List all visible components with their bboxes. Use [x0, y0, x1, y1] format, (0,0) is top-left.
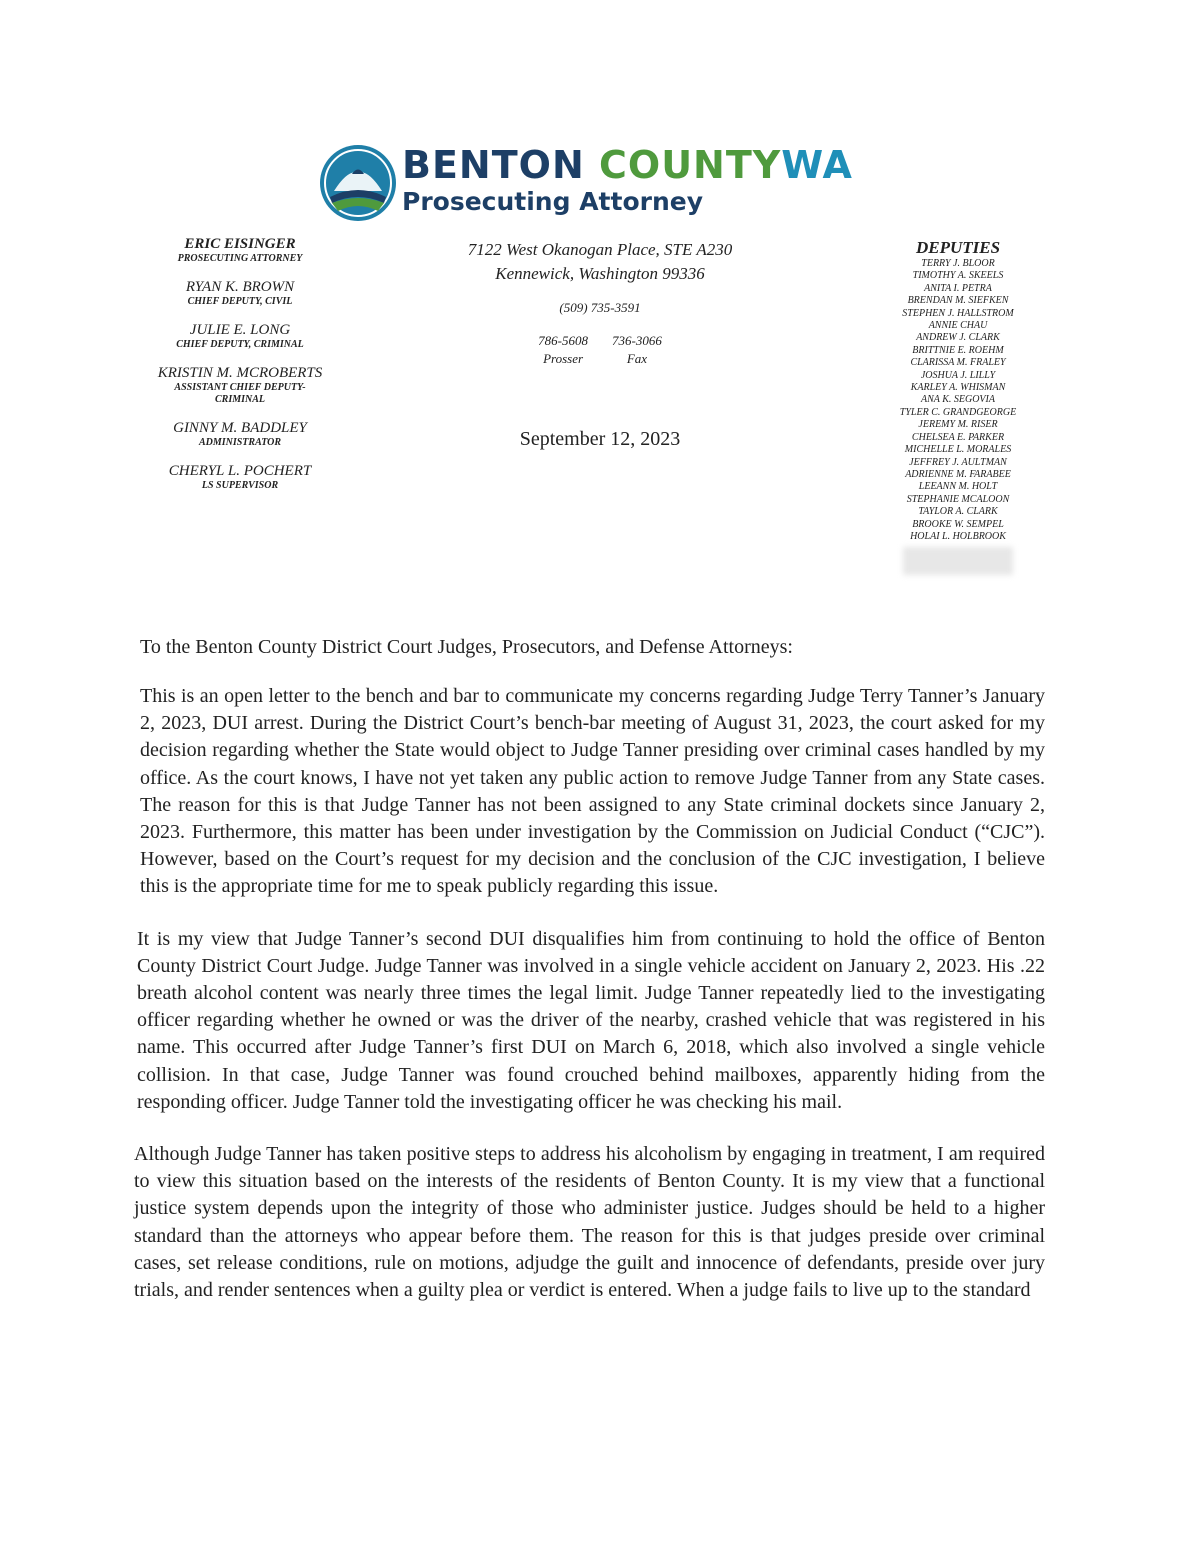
- staff-entry: [140, 420, 340, 449]
- staff-entry: [140, 463, 340, 492]
- deputy-name: TYLER C. GRANDGEORGE: [899, 406, 1017, 418]
- letter-date: September 12, 2023: [519, 428, 681, 450]
- deputy-name: KARLEY A. WHISMAN: [910, 382, 1006, 394]
- county-emblem-icon: [318, 143, 398, 223]
- deputy-name: ANNIE CHAU: [928, 320, 988, 332]
- deputy-name: CHELSEA E. PARKER: [911, 431, 1005, 443]
- staff-list: [140, 236, 340, 506]
- body-paragraph: It is my view that Judge Tanner’s second DUI disqualifies him from continuing to hold the office of Benton County District Court Judge. Judge Tanner was involved in a single vehicle accident on January 2, 2023. His .22 breath alcohol content was nearly three times the legal limit. Judge Tanner repeatedly lied to the investigating officer regarding whether he owned or was the driver of the nearby, crashed vehicle that was registered in his name. This occurred after Judge Tanner’s first DUI on March 6, 2018, which also involved a single vehicle collision. In that case, Judge Tanner was found crouched behind mailboxes, apparently hiding from the responding officer. Judge Tanner told the investigating officer he was checking his mail.: [137, 927, 1045, 1113]
- deputy-name: STEPHANIE MCALOON: [906, 493, 1010, 505]
- deputy-name: ANA K. SEGOVIA: [921, 394, 995, 406]
- body-paragraph: This is an open letter to the bench and bar to communicate my concerns regarding Judge Terry Tanner’s January 2, 2023, DUI arrest. During the District Court’s bench-bar meeting of August 31, 2023, the court asked for my decision regarding whether the State would object to Judge Tanner presiding over criminal cases handled by my office. As the court knows, I have not yet taken any public action to remove Judge Tanner from any State cases. The reason for this is that Judge Tanner has not been assigned to any State criminal dockets since January 2, 2023. Furthermore, this matter has been under investigation by the Commission on Judicial Conduct (“CJC”). However, based on the Court’s request for my decision and the conclusion of the CJC investigation, I believe this is the appropriate time for me to speak publicly regarding this issue.: [140, 685, 1045, 898]
- staff-name: GINNY M. BADDLEY: [173, 420, 307, 436]
- fax-phone: [612, 332, 662, 368]
- brand-county: COUNTY: [599, 143, 782, 187]
- staff-title: PROSECUTING ATTORNEY: [177, 253, 303, 264]
- staff-name: CHERYL L. POCHERT: [168, 463, 312, 479]
- address-line-2: Kennewick, Washington 99336: [495, 264, 705, 283]
- deputy-name: TIMOTHY A. SKEELS: [912, 270, 1004, 282]
- deputy-name: CLARISSA M. FRALEY: [910, 357, 1006, 369]
- phone-number: 786-5608: [538, 333, 588, 348]
- staff-entry: [140, 365, 340, 406]
- deputy-name: JEREMY M. RISER: [918, 419, 998, 431]
- letter-body: [134, 636, 1045, 1329]
- deputy-name: BRENDAN M. SIEFKEN: [907, 295, 1009, 307]
- address-line-1: 7122 West Okanogan Place, STE A230: [467, 240, 733, 259]
- staff-title: LS SUPERVISOR: [201, 480, 279, 491]
- staff-title: CHIEF DEPUTY, CRIMINAL: [176, 339, 304, 350]
- deputy-names: [858, 258, 1058, 543]
- deputy-name: MICHELLE L. MORALES: [904, 444, 1012, 456]
- brand-title: [402, 143, 853, 187]
- staff-title: CRIMINAL: [214, 394, 265, 405]
- deputy-name: ANITA I. PETRA: [924, 282, 992, 294]
- deputy-name: ANDREW J. CLARK: [916, 332, 1000, 344]
- staff-entry: [140, 236, 340, 265]
- prosser-phone: [538, 332, 588, 368]
- deputy-name: TAYLOR A. CLARK: [918, 506, 998, 518]
- phone-number: 736-3066: [612, 333, 662, 348]
- brand-subtitle: Prosecuting Attorney: [402, 187, 704, 216]
- staff-title: ASSISTANT CHIEF DEPUTY-: [174, 382, 306, 393]
- office-address: [420, 238, 780, 368]
- deputy-name: BRITTNIE E. ROEHM: [912, 344, 1004, 356]
- staff-entry: [140, 322, 340, 351]
- main-phone: (509) 735-3591: [559, 300, 641, 315]
- brand-benton: BENTON: [402, 143, 585, 187]
- deputy-name: TERRY J. BLOOR: [921, 258, 995, 269]
- staff-name: ERIC EISINGER: [184, 236, 296, 252]
- body-paragraph: Although Judge Tanner has taken positive steps to address his alcoholism by engaging in treatment, I am required to view this situation based on the interests of the residents of Benton County. It is my view that a functional justice system depends upon the integrity of those who administer justice. Judges should be held to a higher standard than the attorneys who appear before them. The reason for this is that judges preside over criminal cases, set release conditions, rule on motions, adjudge the guilt and innocence of defendants, preside over jury trials, and render sentences when a guilty plea or verdict is entered. When a judge fails to live up to the standard: [134, 1143, 1045, 1302]
- salutation: To the Benton County District Court Judges, Prosecutors, and Defense Attorneys:: [140, 636, 793, 658]
- deputy-name: HOLAI L. HOLBROOK: [910, 530, 1006, 542]
- deputy-name: JOSHUA J. LILLY: [920, 369, 996, 381]
- staff-title: CHIEF DEPUTY, CIVIL: [187, 296, 293, 307]
- deputy-name: STEPHEN J. HALLSTROM: [902, 307, 1014, 319]
- staff-title: ADMINISTRATOR: [198, 437, 282, 448]
- alt-phones: [420, 332, 780, 368]
- smudge-mark: [903, 547, 1013, 575]
- staff-name: JULIE E. LONG: [189, 322, 291, 338]
- deputies-list: [858, 238, 1058, 575]
- deputies-heading: DEPUTIES: [915, 238, 1001, 257]
- staff-entry: [140, 279, 340, 308]
- letterhead-logo: [318, 143, 878, 223]
- deputy-name: ADRIENNE M. FARABEE: [905, 468, 1011, 480]
- staff-name: KRISTIN M. MCROBERTS: [157, 365, 323, 381]
- brand-wa: WA: [781, 143, 853, 187]
- deputy-name: JEFFREY J. AULTMAN: [909, 456, 1007, 468]
- phone-label: Fax: [626, 351, 648, 366]
- phone-label: Prosser: [543, 351, 584, 366]
- deputy-name: LEEANN M. HOLT: [918, 481, 998, 493]
- staff-name: RYAN K. BROWN: [185, 279, 295, 295]
- deputy-name: BROOKE W. SEMPEL: [912, 518, 1004, 530]
